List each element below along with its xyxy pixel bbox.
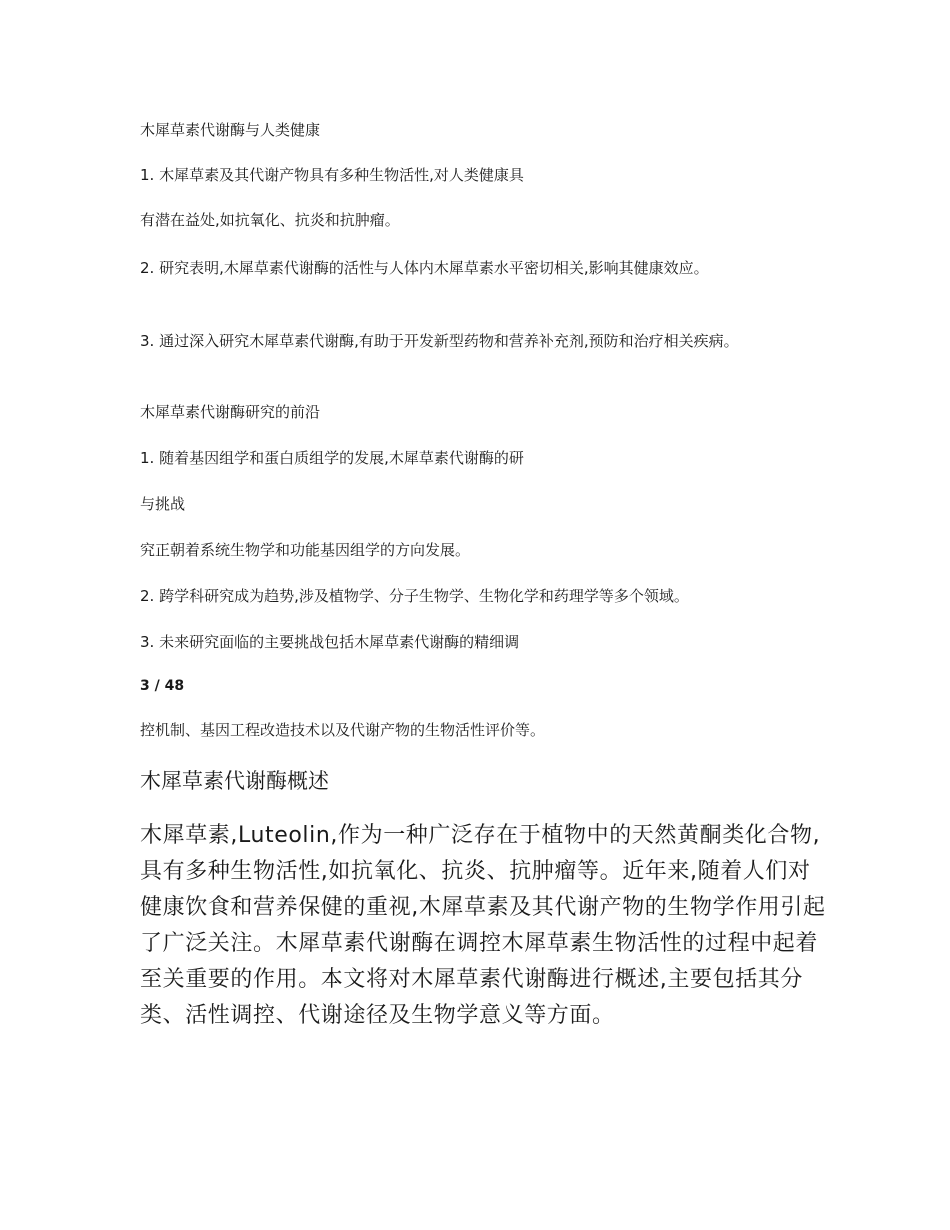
health-item-3: 3. 通过深入研究木犀草素代谢酶,有助于开发新型药物和营养补充剂,预防和治疗相关疾病。: [140, 332, 739, 350]
section-title: 木犀草素代谢酶概述: [140, 769, 329, 793]
heading-health: 木犀草素代谢酶与人类健康: [140, 121, 321, 139]
health-item-1-line-1: 1. 木犀草素及其代谢产物具有多种生物活性,对人类健康具: [140, 166, 524, 184]
heading-frontier: 木犀草素代谢酶研究的前沿: [140, 403, 321, 421]
frontier-item-3-line-2: 控机制、基因工程改造技术以及代谢产物的生物活性评价等。: [140, 721, 546, 739]
frontier-item-2: 2. 跨学科研究成为趋势,涉及植物学、分子生物学、生物化学和药理学等多个领域。: [140, 587, 689, 605]
page-number: 3 / 48: [140, 678, 185, 694]
heading-frontier-tail: 与挑战: [140, 495, 186, 513]
frontier-item-1-line-1: 1. 随着基因组学和蛋白质组学的发展,木犀草素代谢酶的研: [140, 449, 524, 467]
health-item-2: 2. 研究表明,木犀草素代谢酶的活性与人体内木犀草素水平密切相关,影响其健康效应。: [140, 259, 709, 277]
section-paragraph: 木犀草素,Luteolin,作为一种广泛存在于植物中的天然黄酮类化合物,具有多种生物活性,如抗氧化、抗炎、抗肿瘤等。近年来,随着人们对健康饮食和营养保健的重视,木犀草素及其代谢产物的生物学作用引起了广泛关注。木犀草素代谢酶在调控木犀草素生物活性的过程中起着至关重要的作用。本文将对木犀草素代谢酶进行概述,主要包括其分类、活性调控、代谢途径及生物学意义等方面。: [140, 823, 826, 1028]
frontier-item-3-line-1: 3. 未来研究面临的主要挑战包括木犀草素代谢酶的精细调: [140, 633, 520, 651]
frontier-item-1-line-2: 究正朝着系统生物学和功能基因组学的方向发展。: [140, 541, 471, 559]
health-item-1-line-2: 有潜在益处,如抗氧化、抗炎和抗肿瘤。: [140, 211, 400, 229]
